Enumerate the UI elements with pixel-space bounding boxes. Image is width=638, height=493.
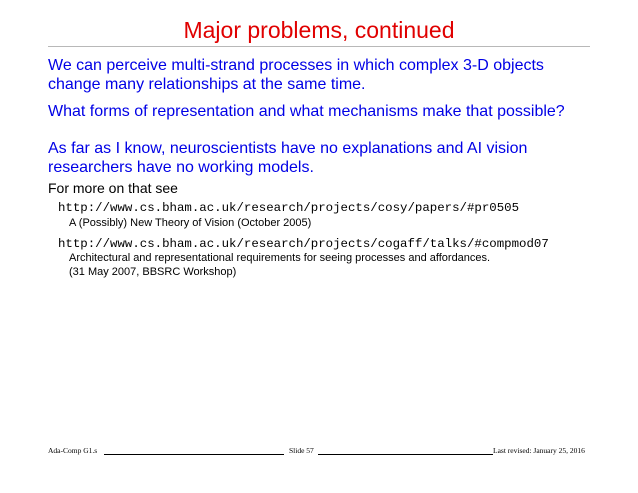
footer-divider-right [318,454,493,455]
reference-link-1[interactable]: http://www.cs.bham.ac.uk/research/projects/cosy/papers/#pr0505 [58,201,520,215]
reference-description-line: Architectural and representational requirements for seeing processes and affordances. [69,252,491,264]
footer-last-revised: Last revised: January 25, 2016 [493,446,585,455]
reference-description-line: (31 May 2007, BBSRC Workshop) [69,266,237,278]
reference-description-1 [69,216,609,230]
reference-description-line: A (Possibly) New Theory of Vision (October 2005) [69,217,312,229]
footer-left-text: Ada-Comp G1.s [48,446,98,455]
footer-divider-left [104,454,284,455]
footer-slide-number: Slide 57 [289,446,314,455]
title-divider [48,46,590,47]
see-label: For more on that see [48,180,178,196]
paragraph-neuroscience [48,139,608,177]
paragraph-line: What forms of representation and what mechanisms make that possible? [48,103,565,120]
paragraph-line: researchers have no working models. [48,159,314,176]
reference-description-2 [69,251,609,279]
reference-link-2[interactable]: http://www.cs.bham.ac.uk/research/projects/cogaff/talks/#compmod07 [58,237,549,251]
paragraph-line: change many relationships at the same time. [48,76,366,93]
paragraph-line: We can perceive multi-strand processes in which complex 3-D objects [48,57,544,74]
paragraph-line: As far as I know, neuroscientists have no explanations and AI vision [48,140,528,157]
paragraph-multi-strand [48,56,608,94]
paragraph-question [48,102,608,121]
slide-title: Major problems, continued [183,17,455,43]
